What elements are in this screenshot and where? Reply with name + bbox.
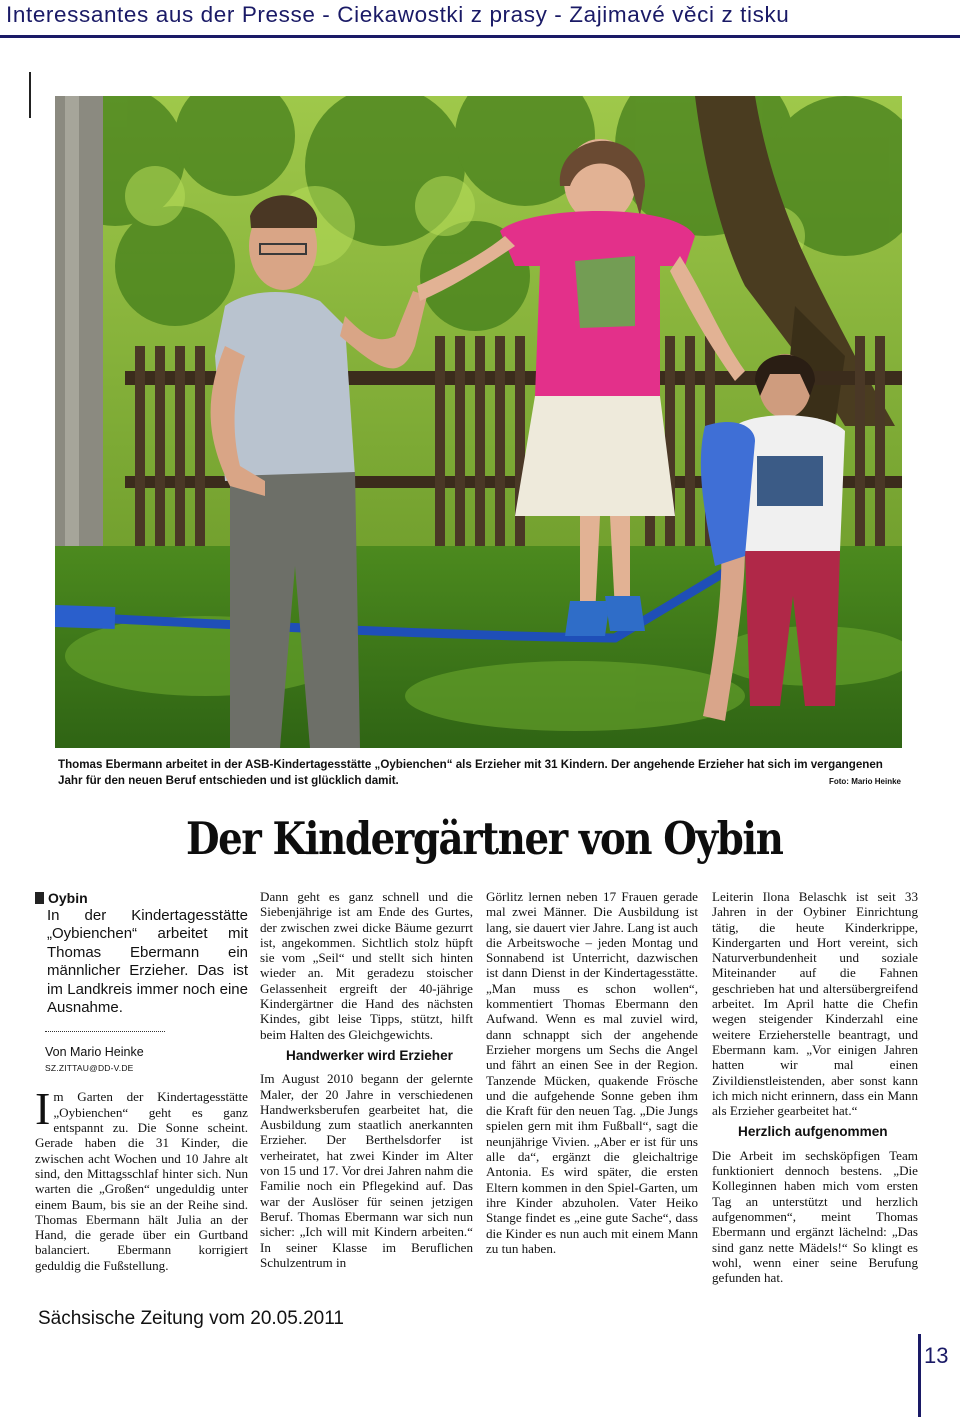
lead-separator (45, 1031, 165, 1032)
clipping-edge-mark (29, 72, 31, 118)
body-text-col2b: Im August 2010 begann der gelernte Maler, der 20 Jahre in verschiedenen Handwerksberufen gearbeitet hat, die Ausbildung zum staatlich anerkannten Erzieher. Der Berthelsdorfer ist verheiratet, hat zwei Kinder im Alter von 15 und 17. Vor drei Jahren nahm die Familie noch ein Pflegekind auf. Das war der Auslöser für seinen jetzigen Beruf. Thomas Ebermann war sich nun sicher: „Ich will mit Kindern arbeiten.“ In seiner Klasse im Beruflichen Schulzentrum in (260, 1071, 473, 1270)
page-number: 13 (924, 1343, 949, 1368)
source-citation: Sächsische Zeitung vom 20.05.2011 (38, 1308, 344, 1329)
drop-cap: I (35, 1083, 51, 1135)
subheading-handwerker: Handwerker wird Erzieher (286, 1047, 453, 1063)
subheading-herzlich: Herzlich aufgenommen (738, 1124, 888, 1140)
header-rule (0, 35, 960, 38)
page-number-bar (918, 1334, 921, 1417)
article-column-3 (486, 889, 698, 1256)
body-text-col1: m Garten der Kindertagesstätte „Oybienchen“ geht es ganz entspannt zu. Die Sonne scheint. Gerade haben die 31 Kinder, die zwischen acht Wochen und 10 Jahre alt sind, den Mittagsschlaf hinter sich. Nun warten die „Großen“ ungeduldig unter einem Baum, bis sie an der Reihe sind. Thomas Ebermann hält Julia an der Hand, die gerade über ein Gurtband balanciert. Ebermann korrigiert geduldig die Fußstellung. (35, 1089, 248, 1273)
article-column-4 (712, 889, 918, 1285)
photo-credit: Foto: Mario Heinke (828, 777, 901, 786)
body-paragraph (35, 1083, 248, 1273)
photo-caption (58, 757, 903, 789)
body-text-col2: Dann geht es ganz schnell und die Siebenjährige ist am Ende des Gurtes, der zwischen zwei dicke Bäume gezurrt ist, angekommen. Sichtlich stolz hüpft sie vom „Seil“ und stellt sich hinten wieder an. Mit geradezu stoischer Gelassenheit ergreift der 40-jährige Kindergärtner die Hand des nächsten Kindes, gibt leise Tipps, stützt, hilft beim Halten des Gleichgewichts. (260, 889, 473, 1042)
body-text-col4: Leiterin Ilona Belaschk ist seit 33 Jahren in der Oybiner Einrichtung tätig, die heute Kinderkrippe, Kindergarten und Hort vereint, sich Naturverbundenheit und soziale Miteinander auf die Fahnen geschrieben hat und altersübergreifend arbeitet. Im April hatte die Chefin wegen steigender Kinderzahl eine weitere Erzieherstelle beantragt, und Ebermann kam. „Vor einigen Jahren hatten wir mal einen Zivildienstleistenden, aber sonst kann ich mich nicht erinnern, dass ein Mann als Erzieher gearbeitet hat.“ (712, 889, 918, 1119)
page-header-title: Interessantes aus der Presse - Ciekawostki z prasy - Zajimavé věci z tisku (6, 2, 790, 27)
article-photo (55, 96, 902, 748)
article-lead: In der Kindertagesstätte „Oybienchen“ arbeitet mit Thomas Ebermann ein männlicher Erzieher. Das ist im Landkreis immer noch eine Ausnahme. (47, 907, 248, 1017)
kicker (35, 889, 248, 907)
body-text-col3: Görlitz lernen neben 17 Frauen gerade mal zwei Männer. Die Ausbildung ist lang, sie dauert vier Jahre. Lang ist auch die Arbeitswoche – jeden Montag und Sonnabend ist Unterricht, dazwischen ist dann Dienst in der Kindertagesstätte. „Man muss es schon wollen“, kommentiert Thomas Ebermann den Aufwand. Wenn es mal zuviel wird, dann schnappt sich der angehende Erzieher morgens um Sechs die Angel und fährt an einen See in der Region. Tanzende Mücken, quakende Frösche und die aufgehende Sonne geben ihm die Kraft für den neuen Tag. „Die Jungs spielen gern mit ihm Fußball“, sagt die neunjährige Vivien. „Aber er ist für uns alle da“, ergänzt die gleichaltrige Antonia. Es wird später, die ersten Eltern kommen in den Spiel-Garten, um ihre Kinder abzuholen. Vater Heiko Stange findet es „eine gute Sache“, dass die Kinder es nun auch mit einem Mann zu tun haben. (486, 889, 698, 1256)
article-headline: Der Kindergärtner von Oybin (186, 812, 783, 865)
article-column-2 (260, 889, 473, 1270)
photo-caption-text: Thomas Ebermann arbeitet in der ASB-Kindertagesstätte „Oybienchen“ als Erzieher mit 31 Kindern. Der angehende Erzieher hat sich im vergangenen Jahr für den neuen Beruf entschieden und ist glücklich damit. (58, 758, 883, 787)
article-column-1 (35, 889, 248, 1273)
kicker-bullet-icon (35, 892, 44, 904)
article-author: Von Mario Heinke (45, 1045, 144, 1060)
author-email: SZ.ZITTAU@DD-V.DE (45, 1063, 134, 1074)
body-text-col4b: Die Arbeit im sechsköpfigen Team funktioniert dennoch bestens. „Die Kolleginnen haben mich vom ersten Tag an unterstützt und herzlich aufgenommen“, meint Thomas Ebermann und ergänzt lächelnd: „Das sind ganz nette Mädels!“ So klingt es wohl, wenn einer seine Berufung gefunden hat. (712, 1147, 918, 1286)
kicker-text: Oybin (48, 890, 88, 906)
